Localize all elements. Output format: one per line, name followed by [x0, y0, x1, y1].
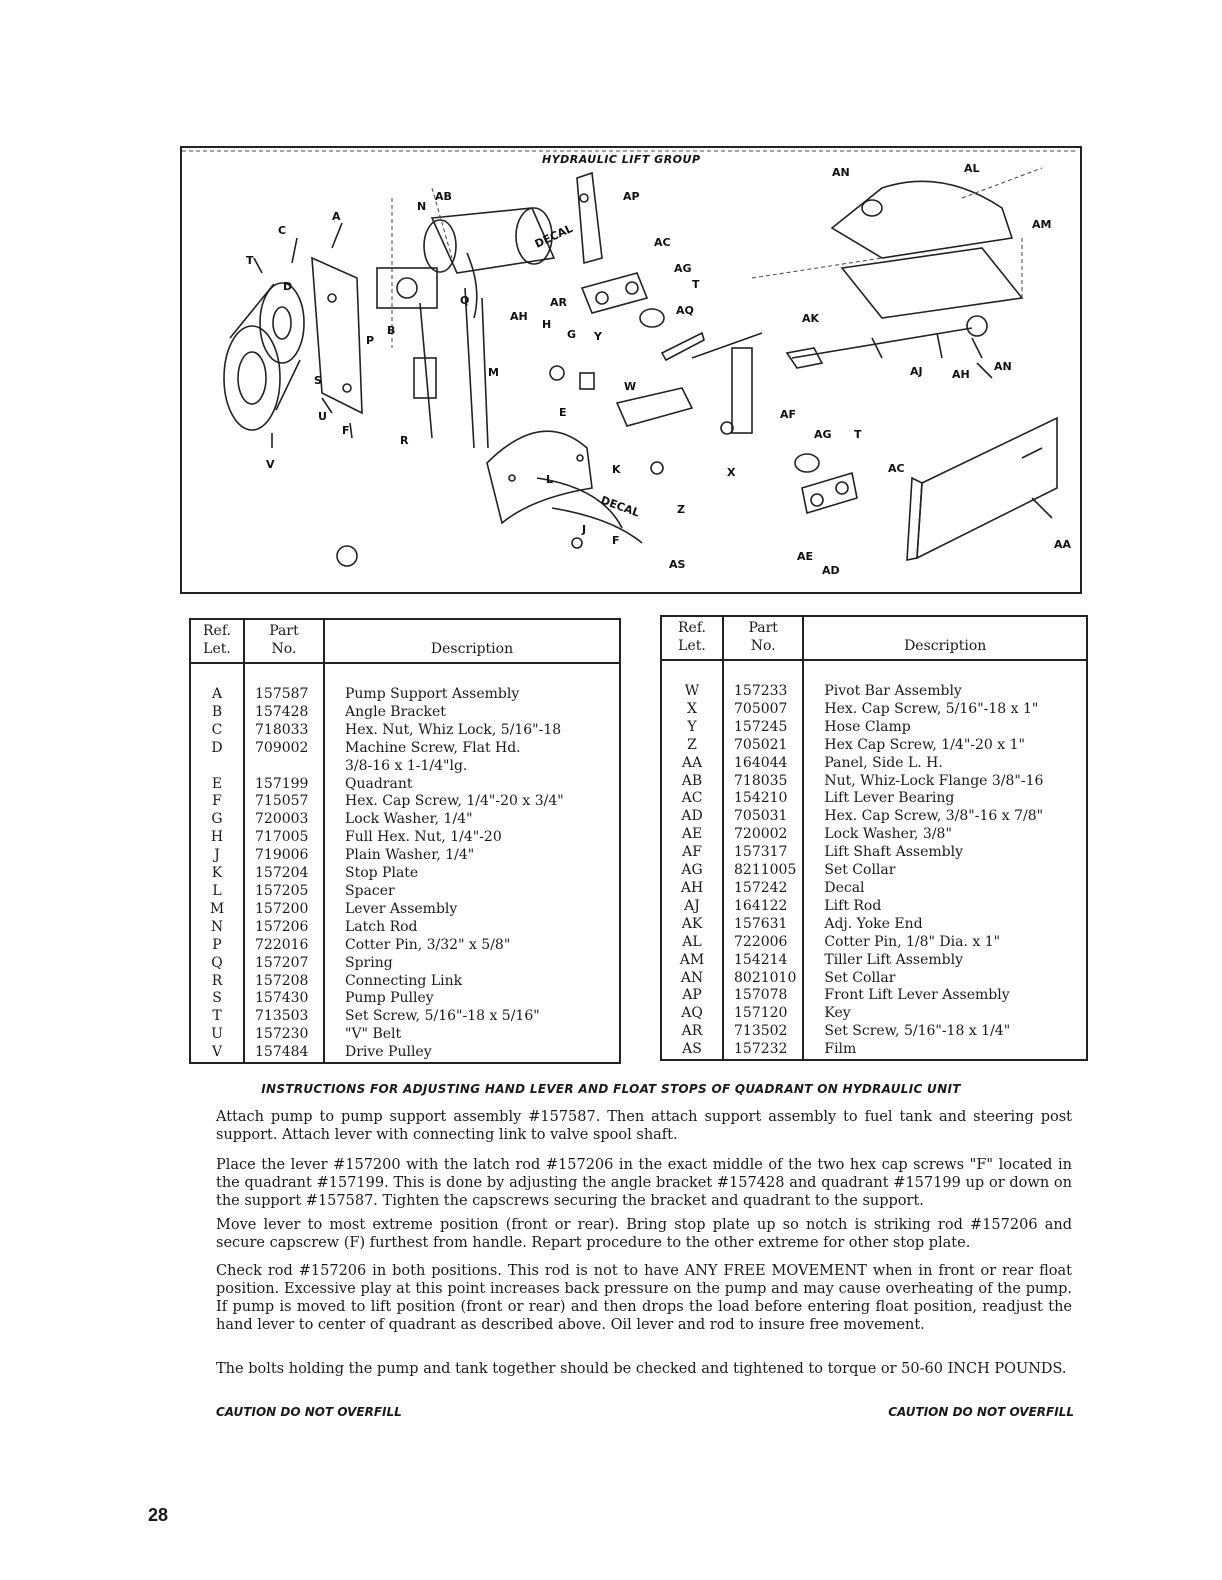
- callout-T: T: [692, 278, 700, 291]
- part-number: 722016: [244, 937, 324, 955]
- ref-letter: G: [211, 811, 223, 828]
- ref-letter: X: [687, 700, 697, 717]
- ref-letter: AB: [681, 772, 703, 789]
- part-description: Spring: [324, 955, 620, 973]
- part-description: Cotter Pin, 1/8" Dia. x 1": [803, 934, 1087, 952]
- ref-letter: AF: [682, 844, 702, 861]
- callout-AA: AA: [1054, 538, 1072, 551]
- parts-table-row: [190, 811, 620, 829]
- parts-table-row: [661, 773, 1087, 791]
- ref-letter: D: [211, 739, 223, 756]
- part-description: Spacer: [324, 883, 620, 901]
- callout-AL: AL: [964, 162, 980, 175]
- part-description: Pump Pulley: [324, 990, 620, 1008]
- part-description: Latch Rod: [324, 919, 620, 937]
- caution-note-left: CAUTION DO NOT OVERFILL: [216, 1405, 402, 1419]
- part-description: Lift Lever Bearing: [803, 790, 1087, 808]
- ref-letter: U: [211, 1026, 223, 1043]
- parts-table-row: [661, 952, 1087, 970]
- callout-J: J: [582, 523, 587, 536]
- callout-A: A: [332, 210, 341, 223]
- callout-W: W: [624, 380, 637, 393]
- part-description: Set Screw, 5/16"-18 x 5/16": [324, 1008, 620, 1026]
- part-number: 713503: [244, 1008, 324, 1026]
- part-number: 705021: [723, 737, 803, 755]
- parts-table-row: [661, 916, 1087, 934]
- part-description: Lock Washer, 1/4": [324, 811, 620, 829]
- part-number: 8211005: [723, 862, 803, 880]
- callout-B: B: [387, 324, 396, 337]
- part-number: 722006: [723, 934, 803, 952]
- callout-Q: Q: [460, 294, 470, 307]
- part-description: Stop Plate: [324, 865, 620, 883]
- part-number: 719006: [244, 847, 324, 865]
- ref-letter: J: [214, 847, 220, 864]
- parts-table-row: [661, 1041, 1087, 1060]
- ref-letter: Y: [687, 718, 697, 735]
- ref-letter: AQ: [681, 1005, 703, 1022]
- decal-label: DECAL: [598, 493, 642, 520]
- parts-table-row: [661, 701, 1087, 719]
- part-number: 705007: [723, 701, 803, 719]
- parts-table-row: [661, 755, 1087, 773]
- ref-letter: P: [212, 936, 222, 953]
- part-number: 157245: [723, 719, 803, 737]
- callout-AS: AS: [669, 558, 686, 571]
- part-number: 157200: [244, 901, 324, 919]
- ref-let-header: Ref. Let.: [661, 616, 723, 660]
- part-number: 157204: [244, 865, 324, 883]
- part-description: Plain Washer, 1/4": [324, 847, 620, 865]
- part-description: Nut, Whiz-Lock Flange 3/8"-16: [803, 773, 1087, 791]
- part-no-header: Part No.: [244, 619, 324, 663]
- parts-table-row: [661, 790, 1087, 808]
- part-description: Set Screw, 5/16"-18 x 1/4": [803, 1023, 1087, 1041]
- parts-table-row: [661, 808, 1087, 826]
- ref-letter: V: [211, 1044, 223, 1061]
- parts-table-right: [660, 615, 1088, 1061]
- parts-table-row: [190, 883, 620, 901]
- parts-table-row: [190, 955, 620, 973]
- parts-table-row: [190, 973, 620, 991]
- parts-table-row: [661, 844, 1087, 862]
- part-number: 157484: [244, 1044, 324, 1063]
- ref-letter: AH: [680, 879, 704, 896]
- ref-letter: AP: [682, 987, 702, 1004]
- ref-letter: T: [212, 1008, 222, 1025]
- callout-AN: AN: [832, 166, 850, 179]
- callout-Y: Y: [594, 330, 602, 343]
- ref-letter: C: [211, 721, 223, 738]
- parts-table-row: [661, 898, 1087, 916]
- callout-P: P: [366, 334, 375, 347]
- callout-H: H: [542, 318, 552, 331]
- caution-note-right: CAUTION DO NOT OVERFILL: [888, 1405, 1074, 1419]
- ref-letter: AM: [679, 951, 705, 968]
- parts-table-row: [190, 847, 620, 865]
- callout-AR: AR: [550, 296, 567, 309]
- part-number: 8021010: [723, 970, 803, 988]
- part-number: 720002: [723, 826, 803, 844]
- parts-table-row: [661, 862, 1087, 880]
- part-number: 157205: [244, 883, 324, 901]
- part-number: 154214: [723, 952, 803, 970]
- parts-table-row: [190, 758, 620, 776]
- callout-AJ: AJ: [910, 365, 923, 378]
- instruction-paragraph: Attach pump to pump support assembly #157587. Then attach support assembly to fuel tank and steering post support. Attach lever with connecting link to valve spool shaft.: [216, 1109, 1072, 1143]
- part-number: 157078: [723, 987, 803, 1005]
- part-number: 157242: [723, 880, 803, 898]
- ref-letter: AL: [682, 933, 702, 950]
- ref-letter: AG: [681, 862, 703, 879]
- ref-letter: W: [684, 683, 700, 699]
- parts-table-row: [190, 740, 620, 758]
- part-description: Quadrant: [324, 776, 620, 794]
- ref-letter: AR: [681, 1023, 703, 1040]
- ref-letter: S: [212, 990, 222, 1007]
- callout-AG: AG: [814, 428, 832, 441]
- part-number: 164122: [723, 898, 803, 916]
- part-number: 157232: [723, 1041, 803, 1060]
- part-description: Hex. Cap Screw, 3/8"-16 x 7/8": [803, 808, 1087, 826]
- decal-label: DECAL: [532, 221, 575, 251]
- part-number: 157430: [244, 990, 324, 1008]
- parts-table-row: [661, 880, 1087, 898]
- parts-table-row: [190, 776, 620, 794]
- callout-U: U: [318, 410, 327, 423]
- part-description: Angle Bracket: [324, 704, 620, 722]
- callout-AD: AD: [822, 564, 840, 577]
- callout-N: N: [417, 200, 427, 213]
- ref-letter: AE: [681, 826, 703, 843]
- parts-table-row: [190, 663, 620, 704]
- part-description: Connecting Link: [324, 973, 620, 991]
- part-number: 718035: [723, 773, 803, 791]
- parts-table-row: [190, 901, 620, 919]
- part-description: Lift Rod: [803, 898, 1087, 916]
- part-number: 157207: [244, 955, 324, 973]
- ref-letter: AC: [681, 790, 703, 807]
- callout-Z: Z: [677, 503, 685, 516]
- callout-X: X: [727, 466, 736, 479]
- part-description: Drive Pulley: [324, 1044, 620, 1063]
- ref-letter: R: [211, 972, 223, 989]
- callout-R: R: [400, 434, 409, 447]
- part-number: 154210: [723, 790, 803, 808]
- ref-letter: M: [209, 900, 225, 917]
- callout-AH: AH: [952, 368, 970, 381]
- parts-table-row: [661, 737, 1087, 755]
- part-description: Tiller Lift Assembly: [803, 952, 1087, 970]
- callout-S: S: [314, 374, 322, 387]
- ref-letter: E: [211, 775, 223, 792]
- ref-letter: AD: [681, 808, 703, 825]
- part-description: "V" Belt: [324, 1026, 620, 1044]
- part-number: 705031: [723, 808, 803, 826]
- part-description: Hose Clamp: [803, 719, 1087, 737]
- part-number: 157631: [723, 916, 803, 934]
- diagram-title: HYDRAULIC LIFT GROUP: [542, 153, 701, 166]
- parts-table-row: [190, 1026, 620, 1044]
- parts-table-row: [190, 865, 620, 883]
- part-description: Set Collar: [803, 970, 1087, 988]
- part-number: 157199: [244, 776, 324, 794]
- callout-AK: AK: [802, 312, 820, 325]
- callout-T: T: [246, 254, 254, 267]
- part-description: Hex. Cap Screw, 5/16"-18 x 1": [803, 701, 1087, 719]
- part-number: 157120: [723, 1005, 803, 1023]
- part-description: Hex. Nut, Whiz Lock, 5/16"-18: [324, 722, 620, 740]
- callout-AQ: AQ: [676, 304, 694, 317]
- description-header: Description: [324, 619, 620, 663]
- callout-F: F: [342, 424, 350, 437]
- callout-L: L: [546, 473, 554, 486]
- callout-AP: AP: [623, 190, 640, 203]
- part-description: Front Lift Lever Assembly: [803, 987, 1087, 1005]
- part-description: Lift Shaft Assembly: [803, 844, 1087, 862]
- ref-letter: AA: [681, 754, 703, 771]
- parts-table-row: [661, 660, 1087, 701]
- part-description: Lever Assembly: [324, 901, 620, 919]
- part-description: Set Collar: [803, 862, 1087, 880]
- part-description: Decal: [803, 880, 1087, 898]
- callout-G: G: [567, 328, 577, 341]
- part-no-header: Part No.: [723, 616, 803, 660]
- callout-K: K: [612, 463, 621, 476]
- parts-table-row: [190, 1008, 620, 1026]
- ref-letter: Z: [687, 736, 697, 753]
- part-description: Key: [803, 1005, 1087, 1023]
- parts-table-row: [661, 1023, 1087, 1041]
- parts-table-row: [190, 1044, 620, 1063]
- instruction-paragraph: The bolts holding the pump and tank together should be checked and tightened to torque or 50-60 INCH POUNDS.: [216, 1361, 1067, 1377]
- callout-AH: AH: [510, 310, 528, 323]
- callout-D: D: [283, 280, 293, 293]
- parts-table-row: [190, 793, 620, 811]
- part-description: Cotter Pin, 3/32" x 5/8": [324, 937, 620, 955]
- part-number: 720003: [244, 811, 324, 829]
- part-number: 157317: [723, 844, 803, 862]
- callout-AG: AG: [674, 262, 692, 275]
- ref-letter: AS: [682, 1041, 702, 1058]
- ref-letter: AK: [681, 915, 703, 932]
- instruction-paragraph: Place the lever #157200 with the latch rod #157206 in the exact middle of the two hex cap screws "F" located in the quadrant #157199. This is done by adjusting the angle bracket #157428 and quadrant #157199 up or down on the support #157587. Tighten the capscrews securing the bracket and quadrant to the support.: [216, 1157, 1072, 1209]
- instruction-paragraph: Check rod #157206 in both positions. This rod is not to have ANY FREE MOVEMENT when in front or rear float position. Excessive play at this point increases back pressure on the pump and may cause overheating of the pump. If pump is moved to lift position (front or rear) and then drops the load before entering float position, readjust the hand lever to center of quadrant as described above. Oil lever and rod to insure free movement.: [216, 1263, 1072, 1333]
- exploded-view-drawing: [182, 148, 1080, 592]
- parts-table-row: [190, 829, 620, 847]
- ref-letter: B: [211, 703, 223, 720]
- ref-letter: A: [211, 686, 223, 702]
- part-number: 157208: [244, 973, 324, 991]
- callout-C: C: [278, 224, 287, 237]
- parts-table-row: [661, 719, 1087, 737]
- part-description: Hex Cap Screw, 1/4"-20 x 1": [803, 737, 1087, 755]
- parts-table-row: [190, 937, 620, 955]
- parts-table-row: [661, 826, 1087, 844]
- ref-letter: AN: [680, 969, 704, 986]
- part-number: 157233: [723, 660, 803, 701]
- part-number: 713502: [723, 1023, 803, 1041]
- callout-AF: AF: [780, 408, 797, 421]
- parts-table-row: [661, 1005, 1087, 1023]
- parts-table-row: [661, 934, 1087, 952]
- callout-AC: AC: [888, 462, 905, 475]
- description-header: Description: [803, 616, 1087, 660]
- part-description: Lock Washer, 3/8": [803, 826, 1087, 844]
- part-description: Machine Screw, Flat Hd.: [324, 740, 620, 758]
- callout-M: M: [488, 366, 499, 379]
- part-number: 157230: [244, 1026, 324, 1044]
- callout-AC: AC: [654, 236, 671, 249]
- instruction-paragraph: Move lever to most extreme position (front or rear). Bring stop plate up so notch is striking rod #157206 and secure capscrew (F) furthest from handle. Repart procedure to the other extreme for other stop plate.: [216, 1217, 1072, 1251]
- part-number: 709002: [244, 740, 324, 758]
- part-number: 715057: [244, 793, 324, 811]
- parts-table-row: [661, 987, 1087, 1005]
- part-description: 3/8-16 x 1-1/4"lg.: [324, 758, 620, 776]
- ref-letter: N: [210, 918, 224, 935]
- part-number: 157206: [244, 919, 324, 937]
- parts-table-left: [189, 618, 621, 1064]
- callout-F: F: [612, 534, 620, 547]
- ref-letter: Q: [211, 954, 223, 971]
- part-number: 718033: [244, 722, 324, 740]
- parts-table-row: [190, 704, 620, 722]
- part-number: 157428: [244, 704, 324, 722]
- ref-letter: AJ: [684, 897, 700, 914]
- part-description: Hex. Cap Screw, 1/4"-20 x 3/4": [324, 793, 620, 811]
- part-description: Adj. Yoke End: [803, 916, 1087, 934]
- callout-AE: AE: [797, 550, 814, 563]
- part-description: Full Hex. Nut, 1/4"-20: [324, 829, 620, 847]
- parts-table-row: [661, 970, 1087, 988]
- callout-E: E: [559, 406, 567, 419]
- callout-V: V: [266, 458, 275, 471]
- part-description: Pump Support Assembly: [324, 663, 620, 704]
- page-number: 28: [148, 1505, 169, 1525]
- part-number: 157587: [244, 663, 324, 704]
- part-number: 164044: [723, 755, 803, 773]
- ref-letter: H: [210, 829, 224, 846]
- part-description: Film: [803, 1041, 1087, 1060]
- ref-letter: [190, 758, 244, 776]
- callout-AM: AM: [1032, 218, 1052, 231]
- callout-AN: AN: [994, 360, 1012, 373]
- ref-letter: K: [211, 865, 223, 882]
- hydraulic-lift-diagram: [180, 146, 1082, 594]
- ref-letter: F: [212, 793, 222, 810]
- part-number: [244, 758, 324, 776]
- instructions-title: INSTRUCTIONS FOR ADJUSTING HAND LEVER AND FLOAT STOPS OF QUADRANT ON HYDRAULIC UNIT: [261, 1082, 961, 1096]
- callout-T: T: [854, 428, 862, 441]
- part-number: 717005: [244, 829, 324, 847]
- parts-table-row: [190, 990, 620, 1008]
- callout-AB: AB: [435, 190, 452, 203]
- part-description: Pivot Bar Assembly: [803, 660, 1087, 701]
- parts-table-row: [190, 919, 620, 937]
- parts-table-row: [190, 722, 620, 740]
- ref-let-header: Ref. Let.: [190, 619, 244, 663]
- ref-letter: L: [212, 882, 222, 899]
- part-description: Panel, Side L. H.: [803, 755, 1087, 773]
